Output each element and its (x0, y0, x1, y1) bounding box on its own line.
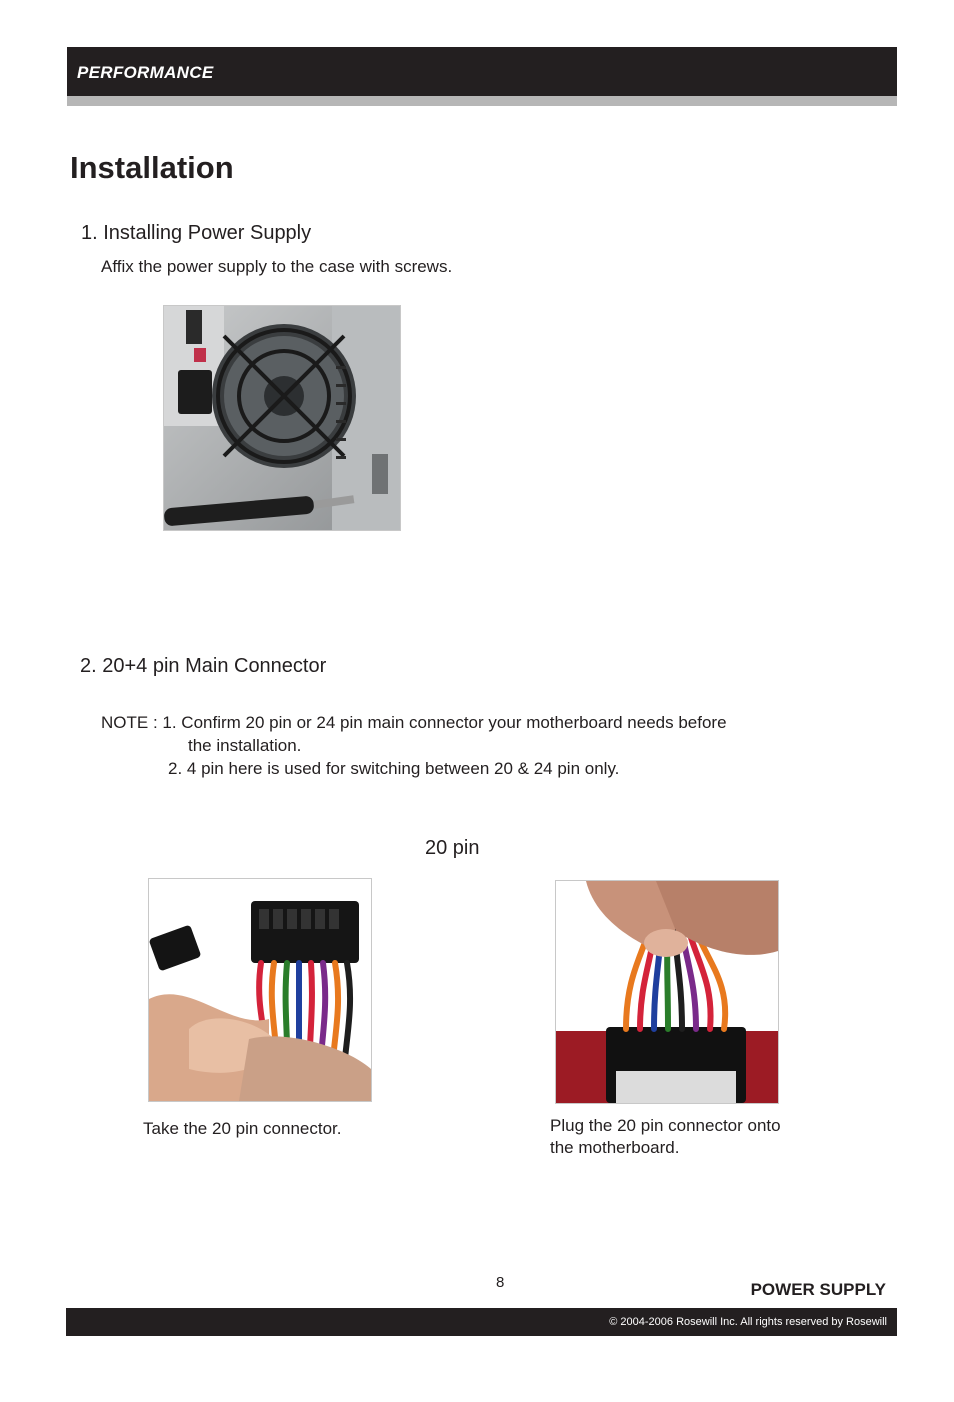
footer-product-name: POWER SUPPLY (750, 1280, 886, 1299)
step1-text: Affix the power supply to the case with screws. (101, 257, 453, 276)
caption-take-connector: Take the 20 pin connector. (143, 1119, 342, 1138)
copyright-text: © 2004-2006 Rosewill Inc. All rights reserved by Rosewill (609, 1316, 887, 1328)
caption-plug-connector-line1: Plug the 20 pin connector onto (550, 1116, 781, 1135)
power-supply-photo (163, 305, 401, 531)
plug-connector-photo (555, 880, 779, 1104)
caption-plug-connector-line2: the motherboard. (550, 1138, 680, 1157)
section-label: PERFORMANCE (77, 63, 214, 82)
step1-heading: 1. Installing Power Supply (81, 222, 312, 244)
page-title: Installation (70, 150, 234, 185)
page-number: 8 (496, 1274, 505, 1291)
header-bar (67, 47, 897, 96)
note-line-1: NOTE : 1. Confirm 20 pin or 24 pin main connector your motherboard needs before (101, 713, 727, 732)
connector-subheading: 20 pin (425, 837, 480, 859)
footer-bar (66, 1308, 897, 1336)
header-divider (67, 96, 897, 106)
note-line-2: 2. 4 pin here is used for switching between 20 & 24 pin only. (168, 759, 620, 778)
note-line-1-continued: the installation. (188, 736, 302, 755)
step2-heading: 2. 20+4 pin Main Connector (80, 655, 327, 677)
take-connector-photo (148, 878, 372, 1102)
